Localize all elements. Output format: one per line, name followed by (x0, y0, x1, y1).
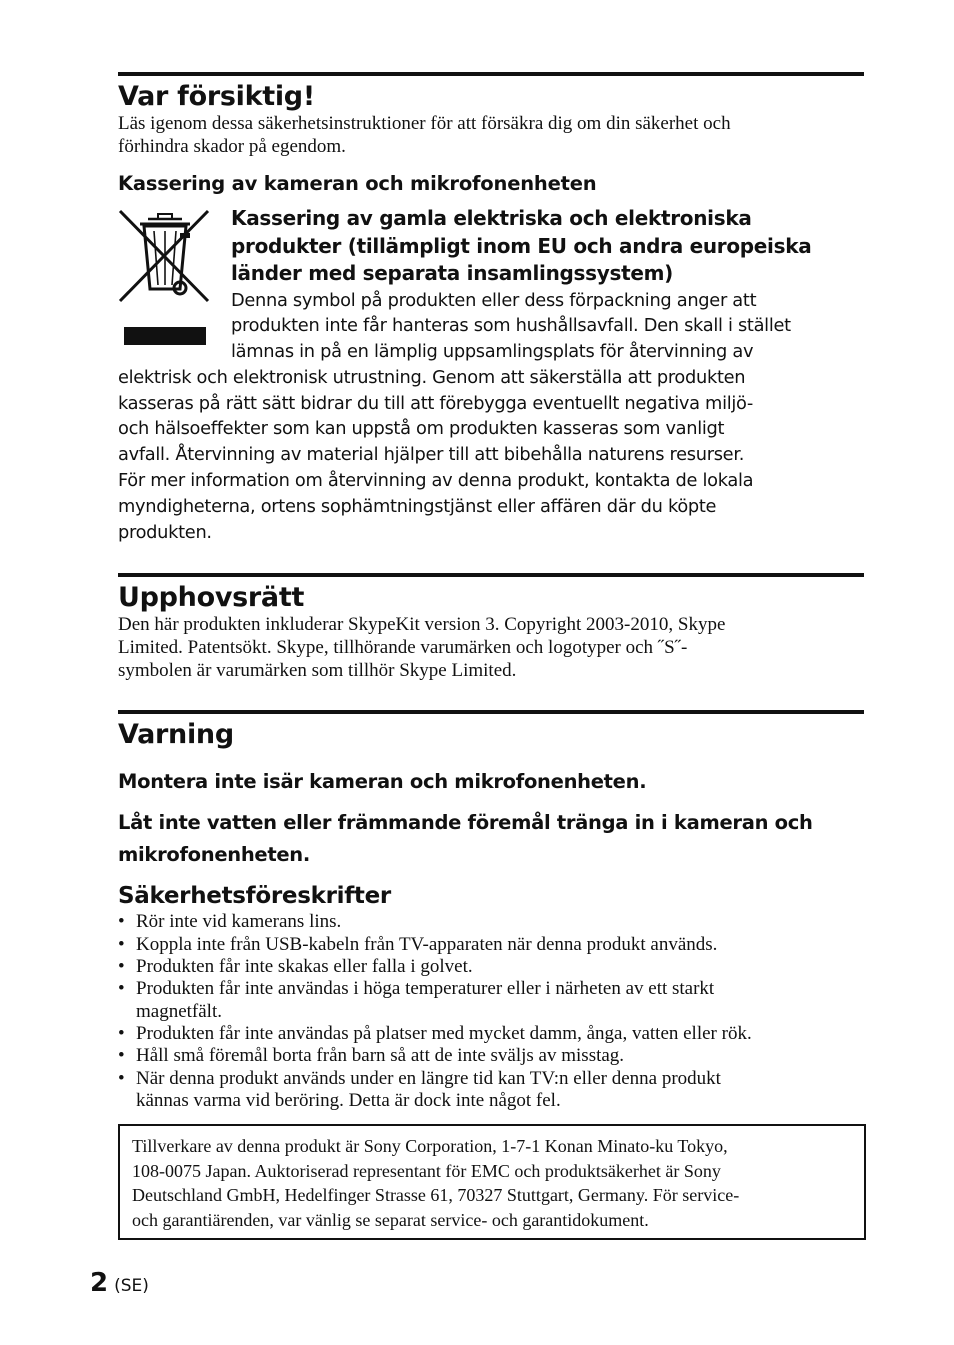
bullet-icon: • (118, 933, 125, 955)
warning-water-line: Låt inte vatten eller främmande föremål tränga in i kameran och (118, 811, 813, 835)
safety-list-item (118, 934, 864, 956)
caution-intro (118, 112, 864, 158)
safety-list-line: Produkten får inte användas på platser med mycket damm, ånga, vatten eller rök. (136, 1022, 752, 1044)
weee-body-line: Denna symbol på produkten eller dess förpackning anger att (231, 289, 757, 311)
weee-body-line: och hälsoeffekter som kan uppstå om produkten kasseras som vanligt (118, 418, 725, 440)
copyright-text (118, 613, 864, 682)
bullet-icon: • (118, 911, 125, 933)
weee-body-line: kasseras på rätt sätt bidrar du till att förebygga eventuellt negativa miljö- (118, 392, 754, 414)
bullet-icon: • (118, 1022, 125, 1044)
document-page (118, 72, 864, 1240)
weee-title-line: produkter (tillämpligt inom EU och andra europeiska (231, 233, 812, 258)
safety-list (118, 911, 864, 1112)
copyright-heading: Upphovsrätt (118, 582, 305, 614)
safety-list-line: Håll små föremål borta från barn så att de inte sväljs av misstag. (136, 1045, 625, 1067)
weee-body-line: produkten inte får hanteras som hushållsavfall. Den skall i stället (231, 315, 791, 337)
manufacturer-line: 108-0075 Japan. Auktoriserad representant för EMC och produktsäkerhet är Sony (132, 1160, 721, 1181)
weee-body-line: myndigheterna, ortens sophämtningstjänst eller affären där du köpte (118, 495, 717, 517)
safety-list-item (118, 978, 864, 1023)
bullet-icon: • (118, 956, 125, 978)
manufacturer-line: Deutschland GmbH, Hedelfinger Strasse 61, 70327 Stuttgart, Germany. För service- (132, 1185, 740, 1206)
safety-list-line: Koppla inte från USB-kabeln från TV-apparaten när denna produkt används. (136, 933, 718, 955)
safety-list-line: magnetfält. (136, 1000, 222, 1022)
bullet-icon: • (118, 1067, 125, 1089)
page-footer (90, 1268, 149, 1298)
safety-list-line: När denna produkt används under en längre tid kan TV:n eller denna produkt (136, 1067, 721, 1089)
copyright-line: Den här produkten inkluderar SkypeKit version 3. Copyright 2003-2010, Skype (118, 614, 726, 636)
manufacturer-box (118, 1124, 866, 1240)
weee-body-line: lämnas in på en lämplig uppsamlingsplats för återvinning av (231, 341, 754, 363)
weee-title-line: länder med separata insamlingssystem) (231, 261, 673, 285)
caution-intro-line: förhindra skador på egendom. (118, 136, 346, 157)
safety-list-item (118, 1023, 864, 1045)
safety-heading: Säkerhetsföreskrifter (118, 883, 391, 910)
page-number: 2 (90, 1268, 109, 1298)
language-code: (SE) (114, 1276, 149, 1296)
caution-intro-line: Läs igenom dessa säkerhetsinstruktioner för att försäkra dig om din säkerhet och (118, 113, 731, 134)
weee-title (231, 205, 864, 288)
manufacturer-line: Tillverkare av denna produkt är Sony Corporation, 1-7-1 Konan Minato-ku Tokyo, (132, 1136, 728, 1157)
warning-water (118, 807, 864, 871)
weee-block (118, 205, 864, 545)
copyright-line: Limited. Patentsökt. Skype, tillhörande varumärken och logotyper och ˝S˝- (118, 637, 688, 659)
copyright-line: symbolen är varumärken som tillhör Skype Limited. (118, 660, 517, 682)
section-rule (118, 72, 864, 76)
warning-heading: Varning (118, 719, 234, 751)
safety-list-line: Produkten får inte användas i höga temperaturer eller i närheten av ett starkt (136, 978, 715, 1000)
safety-list-line: kännas varma vid beröring. Detta är dock inte något fel. (136, 1089, 561, 1111)
safety-list-item (118, 956, 864, 978)
safety-list-item (118, 1045, 864, 1067)
weee-body-line: avfall. Återvinning av material hjälper till att bibehålla naturens resurser. (118, 444, 745, 466)
section-rule (118, 710, 864, 714)
caution-heading: Var försiktig! (118, 81, 315, 112)
manufacturer-line: och garantiärenden, var vänlig se separat service- och garantidokument. (132, 1209, 649, 1230)
warning-water-line: mikrofonenheten. (118, 843, 310, 867)
section-rule (118, 573, 864, 577)
manufacturer-text (132, 1134, 852, 1232)
bullet-icon: • (118, 978, 125, 1000)
weee-body (118, 288, 864, 546)
disposal-heading: Kassering av kameran och mikrofonenheten (118, 172, 597, 195)
safety-list-line: Produkten får inte skakas eller falla i golvet. (136, 956, 473, 978)
warning-disassemble: Montera inte isär kameran och mikrofonenheten. (118, 770, 647, 794)
bullet-icon: • (118, 1045, 125, 1067)
weee-title-line: Kassering av gamla elektriska och elektroniska (231, 206, 752, 230)
crossed-out-wheeled-bin-icon (118, 209, 210, 345)
safety-list-line: Rör inte vid kamerans lins. (136, 911, 342, 933)
weee-body-line: produkten. (118, 521, 212, 543)
safety-list-item (118, 1068, 864, 1113)
safety-list-item (118, 911, 864, 933)
weee-body-line: elektrisk och elektronisk utrustning. Genom att säkerställa att produkten (118, 366, 746, 388)
weee-body-line: För mer information om återvinning av denna produkt, kontakta de lokala (118, 470, 754, 492)
